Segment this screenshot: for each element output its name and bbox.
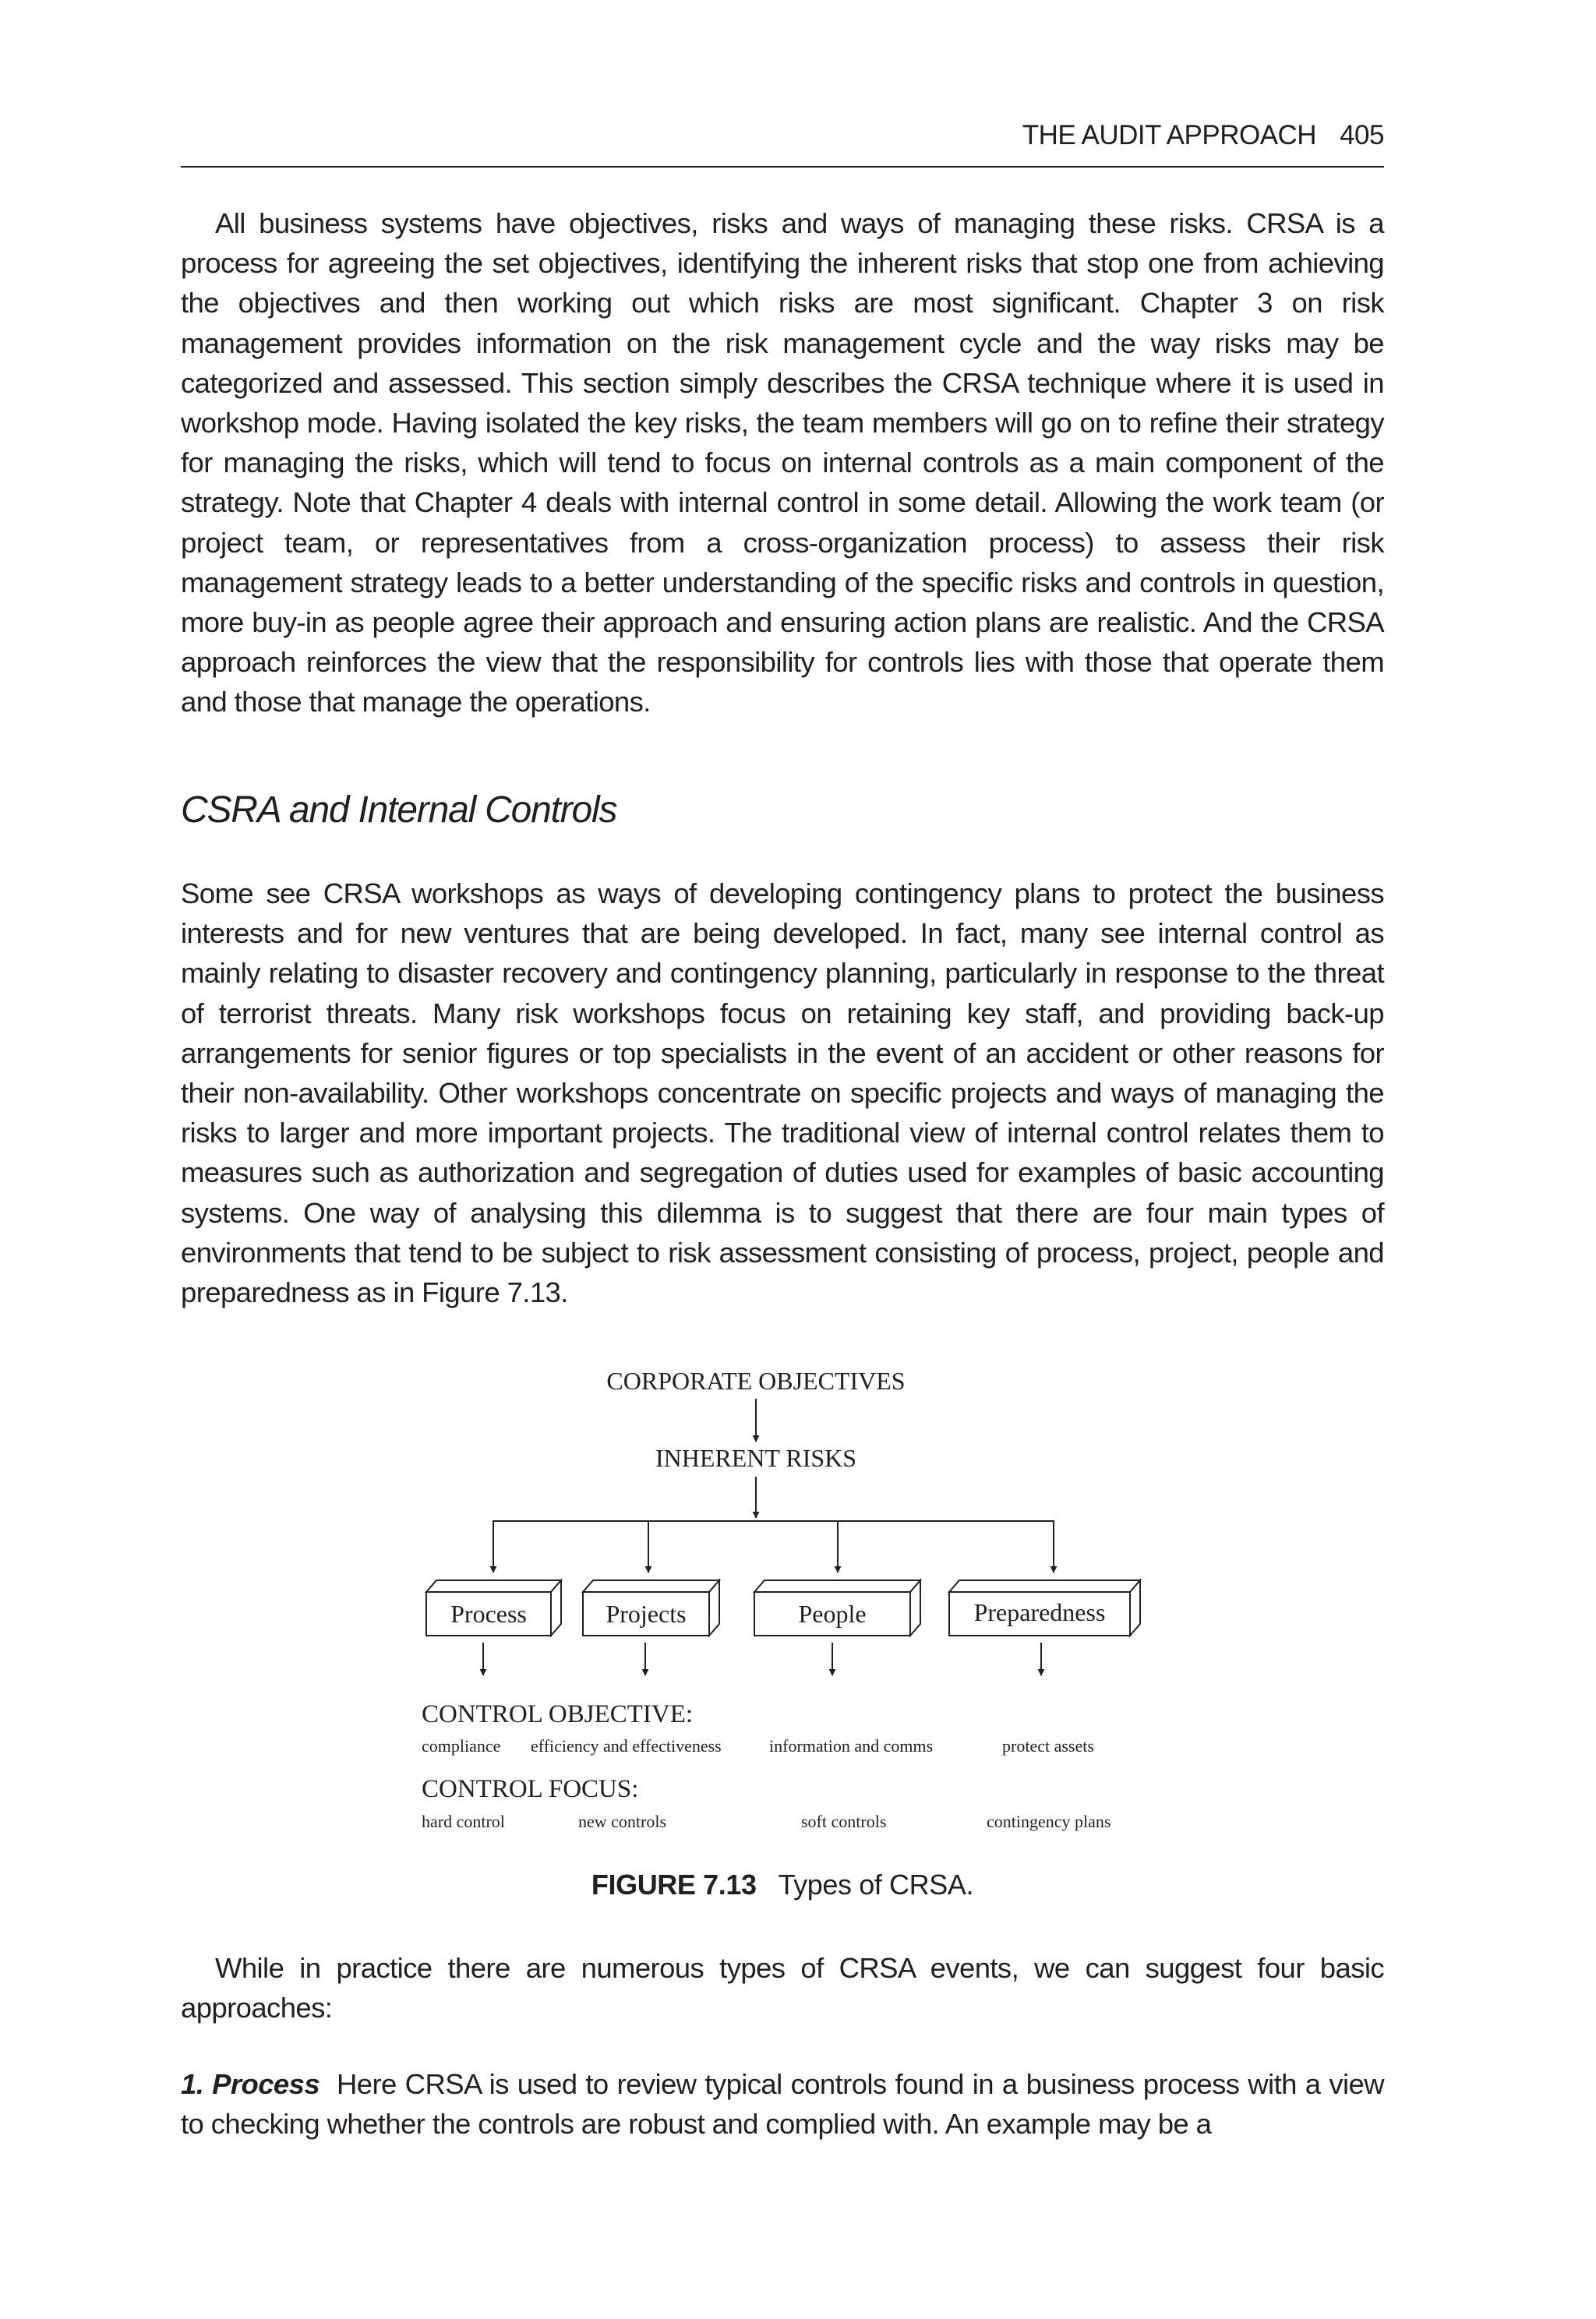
box-label-projects: Projects (606, 1600, 687, 1628)
crsa-diagram (390, 1356, 1208, 1855)
figure-types-of-crsa (390, 1356, 1208, 1855)
box-people (754, 1580, 920, 1636)
focus-soft-controls: soft controls (801, 1812, 887, 1831)
box-label-people: People (798, 1600, 867, 1628)
paragraph-approaches: While in practice there are numerous types of CRSA events, we can suggest four basic approaches: (181, 1952, 1384, 2024)
objective-compliance: compliance (422, 1736, 501, 1756)
box-preparedness (949, 1580, 1140, 1636)
objective-protect-assets: protect assets (1002, 1736, 1094, 1756)
header-rule (181, 166, 1384, 168)
item-process-text: Here CRSA is used to review typical controls found in a business process with a view to checking whether the controls are robust and complied with. An example may be a (181, 2068, 1385, 2141)
inherent-risks-label: INHERENT RISKS (655, 1444, 857, 1472)
caption-text: Types of CRSA. (778, 1869, 974, 1901)
page-number: 405 (1340, 120, 1384, 150)
focus-new-controls: new controls (578, 1812, 667, 1831)
focus-contingency-plans: contingency plans (987, 1812, 1111, 1831)
objective-information: information and comms (769, 1736, 934, 1756)
focus-hard-control: hard control (422, 1812, 505, 1831)
branch-connector (493, 1521, 1054, 1537)
box-process (426, 1580, 561, 1636)
paragraph-intro: All business systems have objectives, risks and ways of managing these risks. CRSA is a process for agreeing the set objectives, identifying the inherent risks that stop one from achieving the objectives and then working out which risks are most significant. Chapter 3 on risk management provides information on the risk management cycle and the way risks may be categorized and assessed. This section simply describes the CRSA technique where it is used in workshop mode. Having isolated the key risks, the team members will go on to refine their strategy for managing the risks, which will tend to focus on internal controls as a main component of the strategy. Note that Chapter 4 deals with internal control in some detail. Allowing the work team (or project team, or representatives from a cross-organization process) to assess their risk management strategy leads to a better understanding of the specific risks and controls in question, more buy-in as people agree their approach and ensuring action plans are realistic. And the CRSA approach reinforces the view that the responsibility for controls lies with those that operate them and those that manage the operations. (181, 207, 1384, 718)
objective-efficiency: efficiency and effectiveness (531, 1736, 722, 1756)
box-label-preparedness: Preparedness (973, 1598, 1106, 1626)
caption-label: FIGURE 7.13 (591, 1869, 757, 1901)
paragraph-internal-controls: Some see CRSA workshops as ways of developing contingency plans to protect the business interests and for new ventures that are being developed. In fact, many see internal control as mainly relating to disaster recovery and contingency planning, particularly in response to the threat of terrorist threats. Many risk workshops focus on retaining key staff, and providing back-up arrangements for senior figures or top specialists in the event of an accident or other reasons for their non-availability. Other workshops concentrate on specific projects and ways of managing the risks to larger and more important projects. The traditional view of internal control relates them to measures such as authorization and segregation of duties used for examples of basic accounting systems. One way of analysing this dilemma is to suggest that there are four main types of environments that tend to be subject to risk assessment consisting of process, project, people and preparedness as in Figure 7.13. (181, 877, 1384, 1309)
control-focus-heading: CONTROL FOCUS: (422, 1775, 639, 1803)
box-projects (583, 1580, 719, 1636)
running-head (181, 120, 1384, 151)
control-objective-heading: CONTROL OBJECTIVE: (422, 1700, 694, 1728)
corporate-objectives-label: CORPORATE OBJECTIVES (606, 1367, 906, 1395)
running-title: THE AUDIT APPROACH (1022, 120, 1317, 150)
box-label-process: Process (450, 1600, 527, 1628)
figure-caption (181, 1869, 1384, 1901)
section-heading: CSRA and Internal Controls (181, 789, 617, 831)
paragraph-item-process (181, 2064, 1384, 2144)
item-process-label: 1. Process (181, 2068, 320, 2100)
